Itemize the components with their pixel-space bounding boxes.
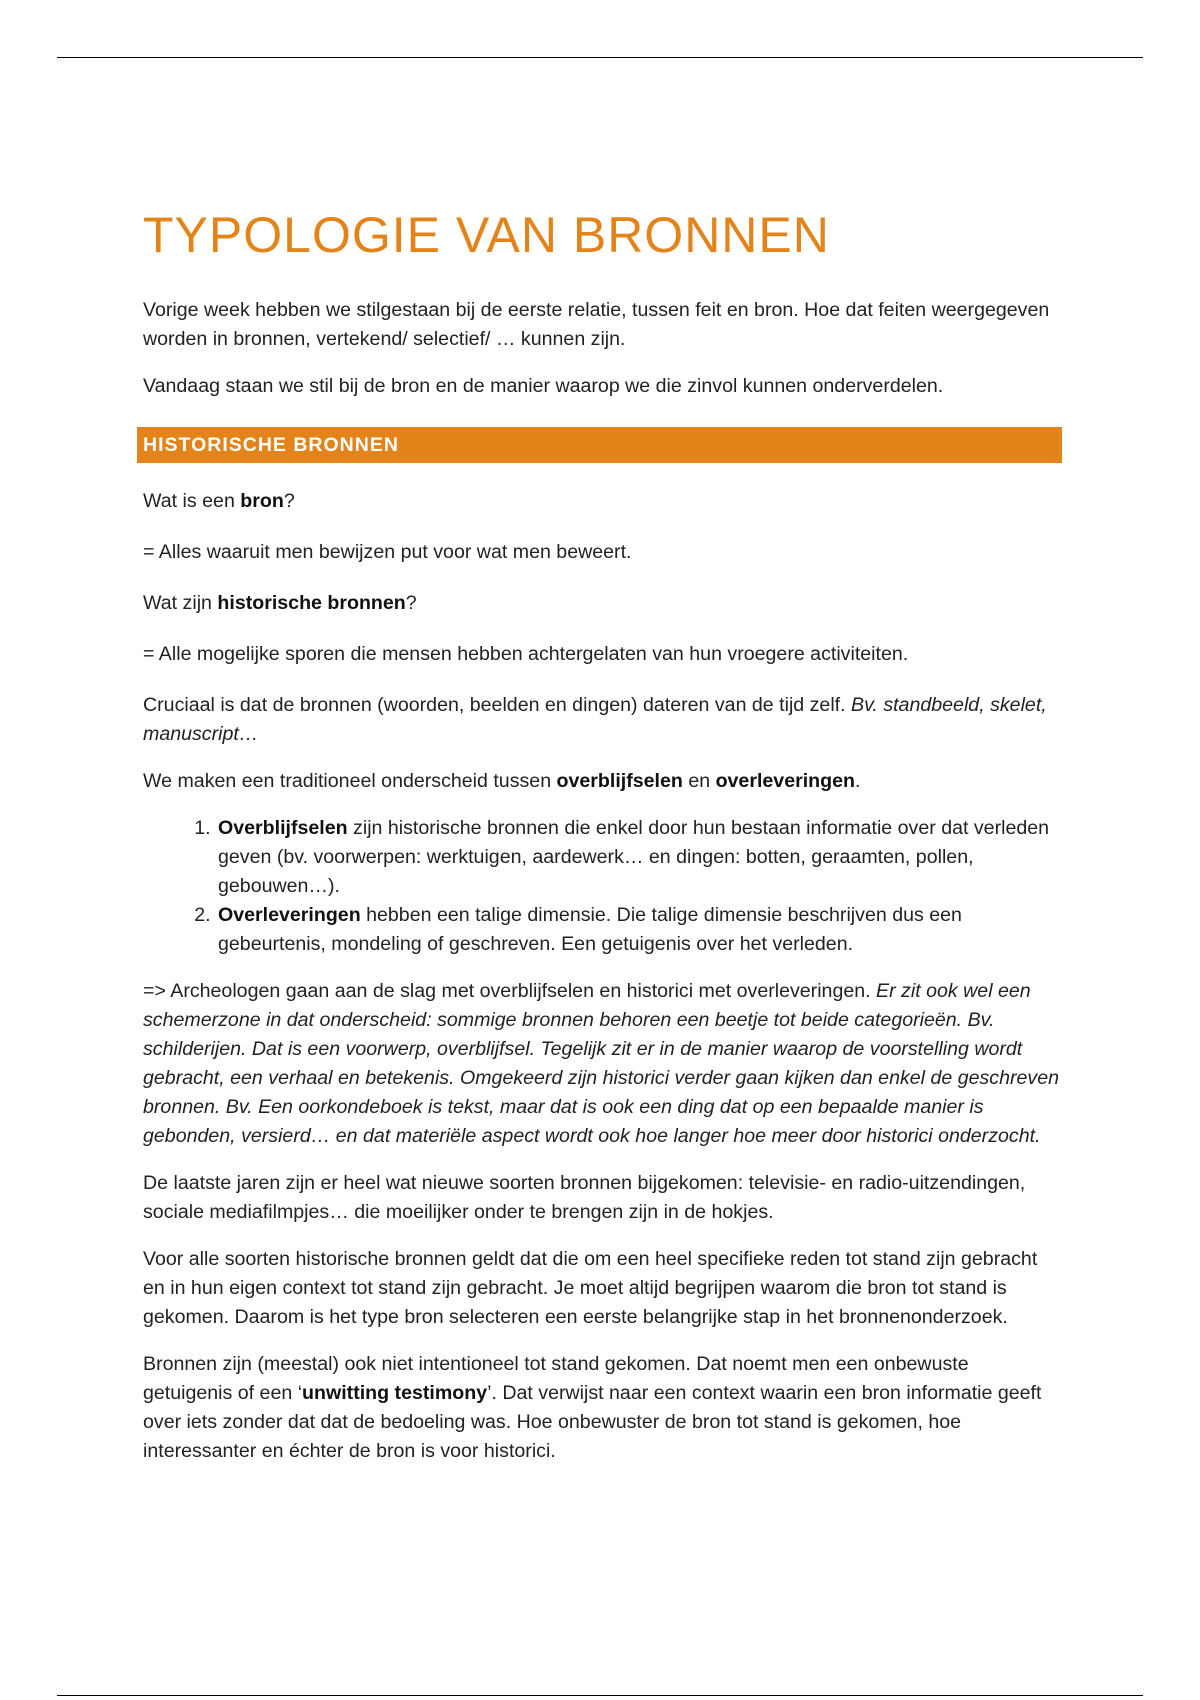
- distinction-paragraph: We maken een traditioneel onderscheid tussen overblijfselen en overleveringen.: [143, 770, 861, 792]
- archeology-paragraph: => Archeologen gaan aan de slag met overblijfselen en historici met overleveringen. Er zit ook wel een schemerzone in dat onderscheid: sommige bronnen behoren een beetje tot beide categorieën. Bv. schilderijen. Dat is een voorwerp, overblijfsel. Tegelijk zit er in de manier waarop de voorstelling wordt gebracht, een verhaal en betekenis. Omgekeerd zijn historici verder gaan kijken dan enkel de geschreven bronnen. Bv. Een oorkondeboek is tekst, maar dat is ook een ding dat op een bepaalde manier is gebonden, versierd… en dat materiële aspect wordt ook hoe langer hoe meer door historici onderzocht.: [143, 980, 1060, 1147]
- document-body: [143, 207, 1063, 1484]
- intro-paragraph-1: Vorige week hebben we stilgestaan bij de eerste relatie, tussen feit en bron. Hoe dat feiten weergegeven worden in bronnen, vertekend/ selectief/ … kunnen zijn.: [143, 299, 1050, 350]
- section-heading: HISTORISCHE BRONNEN: [137, 427, 1062, 463]
- footer-rule: [57, 1695, 1143, 1696]
- answer-historische-bronnen: = Alle mogelijke sporen die mensen hebben achtergelaten van hun vroegere activiteiten.: [143, 643, 909, 665]
- list-item: 1. Overblijfselen zijn historische bronnen die enkel door hun bestaan informatie over dat verleden geven (bv. voorwerpen: werktuigen, aardewerk… en dingen: botten, geraamten, pollen, gebouwen…).: [216, 814, 1063, 901]
- crucial-paragraph: Cruciaal is dat de bronnen (woorden, beelden en dingen) dateren van de tijd zelf. Bv. standbeeld, skelet, manuscript…: [143, 694, 1047, 745]
- intro-paragraph-2: Vandaag staan we stil bij de bron en de manier waarop we die zinvol kunnen onderverdelen.: [143, 375, 944, 397]
- unwitting-paragraph: Bronnen zijn (meestal) ook niet intentioneel tot stand gekomen. Dat noemt men een onbewuste getuigenis of een ‘unwitting testimony’. Dat verwijst naar een context waarin een bron informatie geeft over iets zonder dat dat de bedoeling was. Hoe onbewuster de bron tot stand is gekomen, hoe interessanter en échter de bron is voor historici.: [143, 1353, 1042, 1462]
- question-historische-bronnen: Wat zijn historische bronnen?: [143, 592, 417, 614]
- answer-bron: = Alles waaruit men bewijzen put voor wat men beweert.: [143, 541, 632, 563]
- context-paragraph: Voor alle soorten historische bronnen geldt dat die om een heel specifieke reden tot stand zijn gebracht en in hun eigen context tot stand zijn gebracht. Je moet altijd begrijpen waarom die bron tot stand is gekomen. Daarom is het type bron selecteren een eerste belangrijke stap in het bronnenonderzoek.: [143, 1248, 1038, 1328]
- source-types-list: [143, 814, 1063, 959]
- page-title: TYPOLOGIE VAN BRONNEN: [143, 207, 830, 263]
- new-sources-paragraph: De laatste jaren zijn er heel wat nieuwe soorten bronnen bijgekomen: televisie- en radio-uitzendingen, sociale mediafilmpjes… die moeilijker onder te brengen zijn in de hokjes.: [143, 1172, 1026, 1223]
- list-item: 2. Overleveringen hebben een talige dimensie. Die talige dimensie beschrijven dus een gebeurtenis, mondeling of geschreven. Een getuigenis over het verleden.: [216, 901, 1063, 959]
- question-bron: Wat is een bron?: [143, 490, 295, 512]
- header-rule: [57, 57, 1143, 58]
